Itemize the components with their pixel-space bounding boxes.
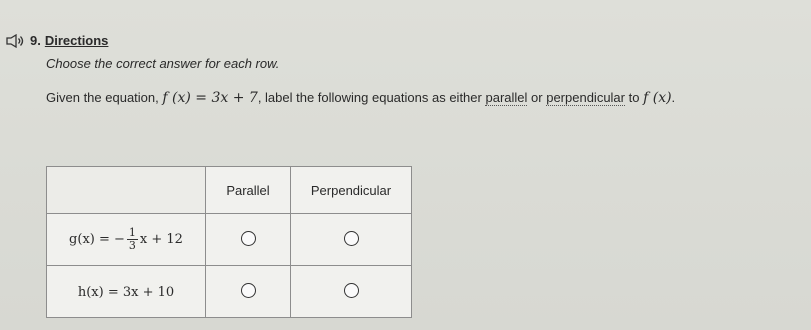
fraction-numerator: 1 [128, 226, 136, 239]
equation-h: h(x) = 3x + 10 [77, 284, 175, 300]
cell-g-parallel [206, 214, 291, 266]
table-row [47, 214, 412, 266]
radio-h-parallel[interactable] [241, 283, 256, 298]
fraction [127, 227, 138, 252]
fraction-denominator: 3 [128, 239, 136, 252]
speaker-icon[interactable] [6, 34, 26, 48]
term-parallel[interactable]: parallel [485, 90, 528, 105]
equation-cell-g [47, 214, 206, 266]
radio-g-parallel[interactable] [241, 231, 256, 246]
radio-h-perpendicular[interactable] [344, 283, 359, 298]
word-to: to [628, 90, 640, 105]
given-prefix: Given the equation, [46, 90, 159, 105]
header-corner [47, 167, 206, 214]
header-perpendicular: Perpendicular [291, 167, 412, 214]
given-function: f (x) = 3x + 7 [162, 90, 258, 106]
cell-g-perpendicular [291, 214, 412, 266]
instruction-text: Choose the correct answer for each row. [46, 56, 280, 71]
question-number: 9. [30, 33, 41, 48]
end-punct: . [671, 90, 676, 105]
radio-g-perpendicular[interactable] [344, 231, 359, 246]
term-perpendicular[interactable]: perpendicular [546, 90, 625, 105]
table-header-row [47, 167, 412, 214]
question-header [6, 33, 108, 48]
equation-g-rhs: x + 12 [139, 232, 183, 247]
equation-g-lhs: g(x) = − [69, 232, 125, 247]
header-parallel: Parallel [206, 167, 291, 214]
word-or: or [531, 90, 543, 105]
given-text [46, 90, 675, 106]
given-middle: , label the following equations as either [257, 90, 482, 105]
target-function: f (x) [643, 90, 672, 106]
equation-g [69, 226, 183, 252]
answer-table [46, 166, 412, 318]
cell-h-parallel [206, 266, 291, 318]
table-row [47, 266, 412, 318]
cell-h-perpendicular [291, 266, 412, 318]
question-title: Directions [44, 33, 109, 48]
equation-cell-h [47, 266, 206, 318]
